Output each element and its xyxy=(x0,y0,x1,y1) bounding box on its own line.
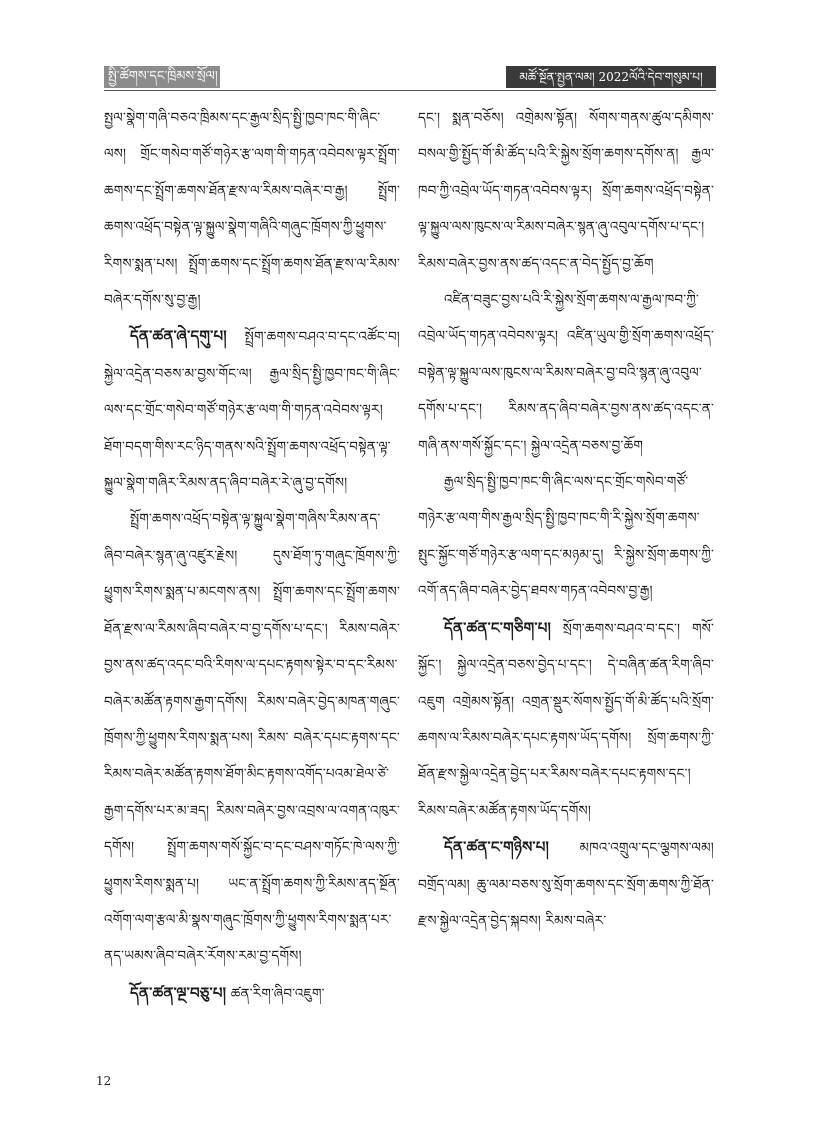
paragraph: འཛིན་བཟུང་བྱས་པའི་རི་སྐྱེས་སྲོག་ཆགས་ལ་རྒྱལ་ཁབ་ཀྱི་འབྲེལ་ཡོད་གཏན་འབེབས་ལྟར། འཛིན་ཡུལ་གྱི་སྲོག་ཆགས་འཕྲོད་བསྟེན་ལྟ་སྐྱུལ་ལས་ཁུངས་ལ་རིམས་བཞེར་བྱ་བའི་སྙན་ཞུ་འབུལ་དགོས་པ་དང་། རིམས་ནད་ཞིབ་བཞེར་བྱས་ནས་ཚད་འདང་ན་གཞི་ནས་གསོ་སྐྱོང་དང་། སྐྱེལ་འདྲེན་བཅས་བྱ་ཆོག xyxy=(418,292,714,454)
article-49 xyxy=(104,318,400,501)
article-text: སྤྲོག་ཆགས་བཤའ་བ་དང་འཚོང་བ། སྐྱེལ་འདྲེན་བཅས་མ་བྱས་གོང་ལ། རྒྱལ་སྲིད་སྤྱི་ཁྱབ་ཁང་གི་ཞིང་ལས་དང་གྲོང་གསེབ་གཙོ་གཉེར་རྩ་ལག་གི་གཏན་འབེབས་ལྟར། ཐོག་བདག་གིས་རང་ཉིད་གནས་སའི་སྤྲོག་ཆགས་འཕྲོད་བསྟེན་ལྟ་སྐྱུལ་སྣེག་གཞིར་རིམས་ནད་ཞིབ་བཞེར་རེ་ཞུ་བྱ་དགོས། xyxy=(104,329,400,492)
article-52 xyxy=(418,829,714,939)
article-text: ཚན་རིག་ཞིབ་འཇུག་ xyxy=(226,985,325,1002)
paragraph: དང་། སྨན་བཅོས། འགྲེམས་སྟོན། སོགས་གནས་ཚུལ་དམིགས་བསལ་གྱི་སྤྱོད་གོ་མི་ཚོད་པའི་རི་སྐྱེས་སྲོག་ཆགས་དགོས་ན། རྒྱལ་ཁབ་ཀྱི་འབྲེལ་ཡོད་གཏན་འབེབས་ལྟར། སྲོག་ཆགས་འཕྲོད་བསྟེན་ལྟ་སྐྱུལ་ལས་ཁུངས་ལ་རིམས་བཞེར་སྙན་ཞུ་འབུལ་དགོས་པ་དང་། རིམས་བཞེར་བྱས་ནས་ཚད་འདང་ན་བེད་སྤྱོད་བྱ་ཆོག xyxy=(418,110,714,272)
article-heading: དོན་ཚན་ཞེ་དགུ་པ། xyxy=(130,327,227,346)
page-number: 12 xyxy=(96,1074,112,1088)
running-header xyxy=(104,66,716,90)
article-heading: དོན་ཚན་ང་གཅིག་པ། xyxy=(444,618,552,637)
paragraph: རྒྱལ་སྲིད་སྤྱི་ཁྱབ་ཁང་གི་ཞིང་ལས་དང་གྲོང་གསེབ་གཙོ་གཉེར་རྩ་ལག་གིས་རྒྱལ་སྲིད་སྤྱི་ཁྱབ་ཁང་གི་རི་སྐྱེས་སྲོག་ཆགས་སྤུང་སྐྱོང་གཙོ་གཉེར་རྩ་ལག་དང་མཉམ་དུ། རི་སྐྱེས་སྲོག་ཆགས་ཀྱི་འགོ་ནད་ཞིབ་བཞེར་བྱེད་ཐབས་གཏན་འབེབས་བྱ་རྒྱ། xyxy=(418,474,714,600)
paragraph: སྤྲོག་ཆགས་འཕྲོད་བསྟེན་ལྟ་སྐྱུལ་སྣེག་གཞིས་རིམས་ནད་ཞིབ་བཞེར་སྙན་ཞུ་འཛུར་རྗེས། དུས་ཐོག་ཏུ་གཞུང་ཁྲོགས་ཀྱི་ཕྱུགས་རིགས་སྨན་པ་མངགས་ནས། སྤྲོག་ཆགས་དང་སྤྲོག་ཆགས་ཐོན་རྫས་ལ་རིམས་ཞིབ་བཞེར་བ་བྱ་དགོས་པ་དང་། རིམས་བཞེར་བྱས་ནས་ཚད་འདང་བའི་རིགས་ལ་དཔང་རྟགས་སྟེར་བ་དང་རིམས་བཞེར་མཚོན་རྟགས་རྒྱག་དགོས། རིམས་བཞེར་བྱེད་མཁན་གཞུང་ཁྲོགས་ཀྱི་ཕྱུགས་རིགས་སྨན་པས། རིམས་ བཞེར་དཔང་རྟགས་དང་རིམས་བཞེར་མཚོན་རྟགས་ཐོག་མིང་རྟགས་འགོད་པའམ་ཐེལ་ཙེ་རྒྱག་དགོས་པར་མ་ཟད། རིམས་བཞེར་བྱས་འབྲས་ལ་འགན་འཁུར་དགོས། སྤྲོག་ཆགས་གསོ་སྐྱོང་བ་དང་བཤས་གཏོང་ཁེ་ལས་ཀྱི་ཕྱུགས་རིགས་སྨན་པ། ཡང་ན་སྤྲོག་ཆགས་ཀྱི་རིམས་ནད་སྔོན་འགོག་ལག་རྩལ་མི་སྣས་གཞུང་ཁྲོགས་ཀྱི་ཕྱུགས་རིགས་སྨན་པར་ནད་ཡམས་ཞིབ་བཞེར་རོགས་རམ་བྱ་དགོས། xyxy=(104,511,400,965)
left-column xyxy=(104,100,400,1055)
article-heading: དོན་ཚན་ང་གཉིས་པ། xyxy=(444,838,550,857)
journal-title: མཚོ་སྔོན་སྤྱན་ལམ། 2022ལོའི་དེབ་གསུམ་པ། xyxy=(506,66,716,88)
right-column xyxy=(418,100,714,1055)
article-50 xyxy=(104,975,400,1012)
section-title: སྤྱི་ཚོགས་དང་ཁྲིམས་སྲོལ། xyxy=(104,66,220,88)
header-rule xyxy=(104,90,716,91)
article-text: མཁའ་འགྲུལ་དང་ལྕགས་ལམ། བགྲོད་ལམ། ཆུ་ལམ་བཅས་སུ་སྲོག་ཆགས་དང་སྲོག་ཆགས་ཀྱི་ཐོན་རྫས་སྐྱེལ་འདྲེན་བྱེད་སྐབས། རིམས་བཞེར་ xyxy=(418,840,714,929)
paragraph: སྤྱལ་སྣེག་གཞི་བཅའ་ཁྲིམས་དང་རྒྱལ་སྲིད་སྤྱི་ཁྱབ་ཁང་གི་ཞིང་ལས། གྲོང་གསེབ་གཙོ་གཉེར་རྩ་ལག་གི་གཏན་འབེབས་ལྟར་སྤྲོག་ཆགས་དང་སྤྲོག་ཆགས་ཐོན་རྫས་ལ་རིམས་བཞེར་བ་རྒྱ། སྤྲོག་ཆགས་འཕྲོད་བསྟེན་ལྟ་སྐྱུལ་སྣེག་གཞིའི་གཞུང་ཁྲོགས་ཀྱི་ཕྱུགས་རིགས་སྨན་པས། སྤྲོག་ཆགས་དང་སྤྲོག་ཆགས་ཐོན་རྫས་ལ་རིམས་བཞེར་དགོས་སུ་བྱ་རྒྱ། xyxy=(104,110,400,309)
article-text: སྲོག་ཆགས་བཤའ་བ་དང་། གསོ་སྐྱོང་། སྐྱེལ་འདྲེན་བཅས་བྱེད་པ་དང་། དེ་བཞིན་ཚན་རིག་ཞིབ་འཇུག འགྲེམས་སྟོན། འགྲན་སྡུར་སོགས་སྤྱོད་གོ་མི་ཚོད་པའི་སྲོག་ཆགས་ལ་རིམས་བཞེར་དཔང་རྟགས་ཡོད་དགོས། སྲོག་ཆགས་ཀྱི་ཐོན་རྫས་སྐྱེལ་འདྲེན་བྱེད་པར་རིམས་བཞེར་དཔང་རྟགས་དང་། རིམས་བཞེར་མཚོན་རྟགས་ཡོད་དགོས། xyxy=(418,620,714,819)
article-heading: དོན་ཚན་ལྔ་བཅུ་པ། xyxy=(130,983,227,1002)
article-51 xyxy=(418,610,714,829)
